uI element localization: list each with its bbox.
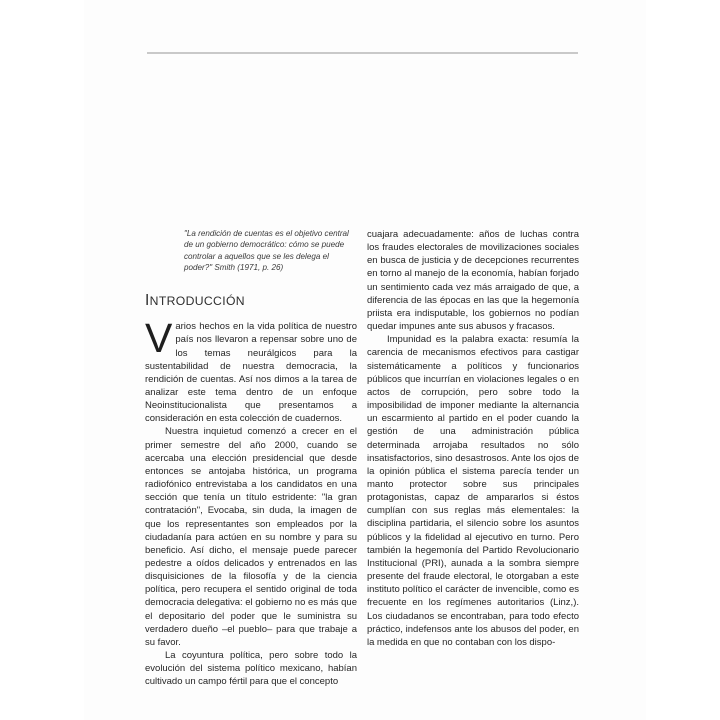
section-heading-introduccion	[145, 293, 357, 309]
body-paragraph	[145, 315, 357, 425]
body-paragraph: Impunidad es la palabra exacta: resumía la carencia de mecanismos efectivos para castigar sistemáticamente a políticos y funcionarios públicos que incurrían en violaciones legales o en actos de corrupción, pero sobre todo la imposibilidad de imponer mediante la alternancia un escarmiento al partido en el poder cuando la gestión de una administración pública determinada arrojaba resultados no sólo insatisfactorios, sino desastrosos. Ante los ojos de la opinión pública el sistema parecía tender un manto protector sobre sus principales protagonistas, capaz de ampararlos si éstos cumplían con sus reglas más elementales: la disciplina partidaria, el silencio sobre los asuntos públicos y la fidelidad al ejecutivo en turno. Pero también la hegemonía del Partido Revolucionario Institucional (PRI), aunada a la sombra siempre presente del fraude electoral, le otorgaban a este instituto político el carácter de invencible, como es frecuente en los regímenes autoritarios (Linz,). Los ciudadanos se encontraban, para todo efecto práctico, indefensos ante los abusos del poder, en la medida en que no contaban con los dispo-	[367, 334, 579, 648]
header-rule-divider	[147, 52, 578, 54]
left-text-column	[145, 228, 357, 689]
drop-cap-letter: V	[145, 315, 173, 362]
body-paragraph: cuajara adecuadamente: años de luchas contra los fraudes electorales de movilizaciones sociales en busca de justicia y de decepciones recurrentes en torno al manejo de la economía, habían forjado un sentimiento cada vez más arraigado de que, a diferencia de las épocas en las que la hegemonía priista era indisputable, los gobiernos no podían quedar impunes ante sus abusos y fracasos.	[367, 229, 579, 333]
body-paragraph: La coyuntura política, pero sobre todo la evolución del sistema político mexicano, habían cultivado un campo fértil para que el concepto	[145, 650, 357, 688]
section-heading-first-letter: I	[145, 292, 150, 310]
body-paragraph-text: arios hechos en la vida política de nuestro país nos llevaron a repensar sobre uno de los temas neurálgicos para la sustentabilidad de nuestra democracia, la rendición de cuentas. Así nos dimos a la tarea de analizar este tema dentro de un enfoque Neoinstitucionalista que presentamos a consideración en esta colección de cuadernos.	[145, 321, 357, 425]
section-heading-remainder: NTRODUCCIÓN	[149, 294, 245, 309]
right-text-column	[367, 228, 579, 649]
body-paragraph: Nuestra inquietud comenzó a crecer en el primer semestre del año 2000, cuando se acercaba una elección presidencial que desde entonces se antojaba histórica, un programa radiofónico entrevistaba a los candidatos en una sección que tenía un título estridente: "la gran contratación", Evocaba, sin duda, la imagen de que los representantes son empleados por la ciudadanía para actúen en su nombre y para su beneficio. Así dicho, el mensaje puede parecer pedestre a oídos delicados y entrenados en las disquisiciones de la filosofía y de la ciencia política, pero recupera el sentido original de toda democracia delegativa: el gobierno no es más que el depositario del poder que le suministra su verdadero dueño –el pueblo– para que trabaje a su favor.	[145, 426, 357, 648]
epigraph-quote: "La rendición de cuentas es el objetivo central de un gobierno democrático: cómo se puede controlar a aquellos que se les delega el poder?" Smith (1971, p. 26)	[184, 229, 349, 272]
